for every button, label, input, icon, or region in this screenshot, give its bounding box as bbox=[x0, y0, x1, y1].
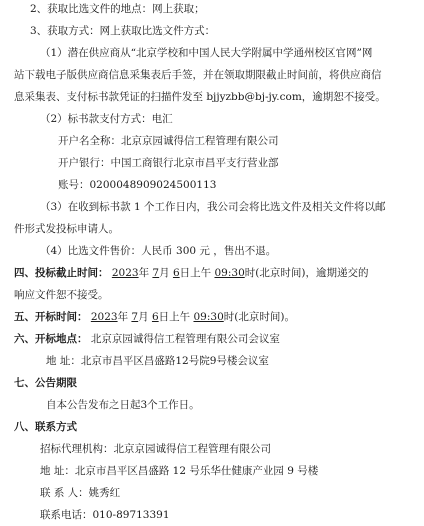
venue-label: 六、开标地点： bbox=[14, 333, 88, 345]
venue-line bbox=[14, 332, 280, 346]
contact-address-label: 地 址： bbox=[40, 465, 75, 477]
item-3-method: 3、获取方式：网上获取比选文件方式： bbox=[30, 25, 216, 37]
opening-time: 09:30 bbox=[193, 311, 224, 323]
opening-line bbox=[14, 310, 295, 324]
opening-label: 五、开标时间： bbox=[14, 311, 88, 323]
bank-name: 开户银行：中国工商银行北京市昌平支行营业部 bbox=[58, 157, 279, 169]
deadline-day: 6 bbox=[172, 267, 180, 279]
deadline-label: 四、投标截止时间： bbox=[14, 267, 109, 279]
item-2-location: 2、获取比选文件的地点：网上获取； bbox=[30, 3, 205, 15]
contact-agency: 招标代理机构：北京京园诚得信工程管理有限公司 bbox=[40, 443, 271, 455]
para-1-line-1: （1）潜在供应商从“北京学校和中国人民大学附属中学通州校区官网”网 bbox=[40, 47, 373, 59]
contact-person: 联 系 人：姚秀红 bbox=[40, 487, 121, 499]
opening-month-unit: 月 bbox=[138, 311, 149, 323]
para-1-line-3: 息采集表、支付标书款凭证的扫描件发至 bjjyzbb@bj-jy.com，逾期恕不接受。 bbox=[14, 91, 386, 103]
opening-year-unit: 年 bbox=[117, 311, 129, 323]
contact-address-line bbox=[40, 464, 318, 478]
contact-label: 八、联系方式 bbox=[14, 421, 77, 433]
para-1-line-2: 站下载电子版供应商信息采集表后手签，并在领取期限截止时间前，将供应商信 bbox=[14, 69, 382, 81]
deadline-day-unit: 日上午 bbox=[179, 267, 212, 279]
contact-phone: 联系电话：010-89713391 bbox=[40, 509, 170, 521]
notice-label: 七、公告期限 bbox=[14, 377, 77, 389]
opening-month: 7 bbox=[131, 311, 139, 323]
deadline-month: 7 bbox=[152, 267, 160, 279]
deadline-year: 2023 bbox=[111, 267, 139, 279]
notice-value: 自本公告发布之日起3个工作日。 bbox=[46, 399, 200, 411]
para-4-price: （4）比选文件售价：人民币 300 元 ，售出不退。 bbox=[40, 245, 277, 257]
para-3-line-2: 件形式发投标申请人。 bbox=[14, 223, 119, 235]
opening-suffix: 时(北京时间)。 bbox=[223, 311, 295, 323]
deadline-year-unit: 年 bbox=[138, 267, 150, 279]
opening-year: 2023 bbox=[90, 311, 118, 323]
opening-day: 6 bbox=[151, 311, 159, 323]
deadline-time: 09:30 bbox=[214, 267, 245, 279]
account-number: 账号：0200048909024500113 bbox=[58, 179, 217, 191]
deadline-line bbox=[14, 266, 368, 280]
contact-address: 北京市昌平区昌盛路 12 号乐华仕健康产业园 9 号楼 bbox=[74, 465, 319, 477]
para-3-line-1: （3）在收到标书款 1 个工作日内，我公司会将比选文件及相关文件将以邮 bbox=[40, 201, 386, 213]
para-2-payment-method: （2）标书款支付方式：电汇 bbox=[40, 113, 173, 125]
venue-value: 北京京园诚得信工程管理有限公司会议室 bbox=[90, 333, 280, 345]
account-name: 开户名全称：北京京园诚得信工程管理有限公司 bbox=[58, 135, 279, 147]
deadline-line-2: 响应文件恕不接受。 bbox=[14, 289, 109, 301]
opening-day-unit: 日上午 bbox=[158, 311, 191, 323]
venue-address: 地 址：北京市昌平区昌盛路12号院9号楼会议室 bbox=[46, 355, 269, 367]
deadline-month-unit: 月 bbox=[159, 267, 170, 279]
deadline-suffix: 时(北京时间)，逾期递交的 bbox=[244, 267, 369, 279]
